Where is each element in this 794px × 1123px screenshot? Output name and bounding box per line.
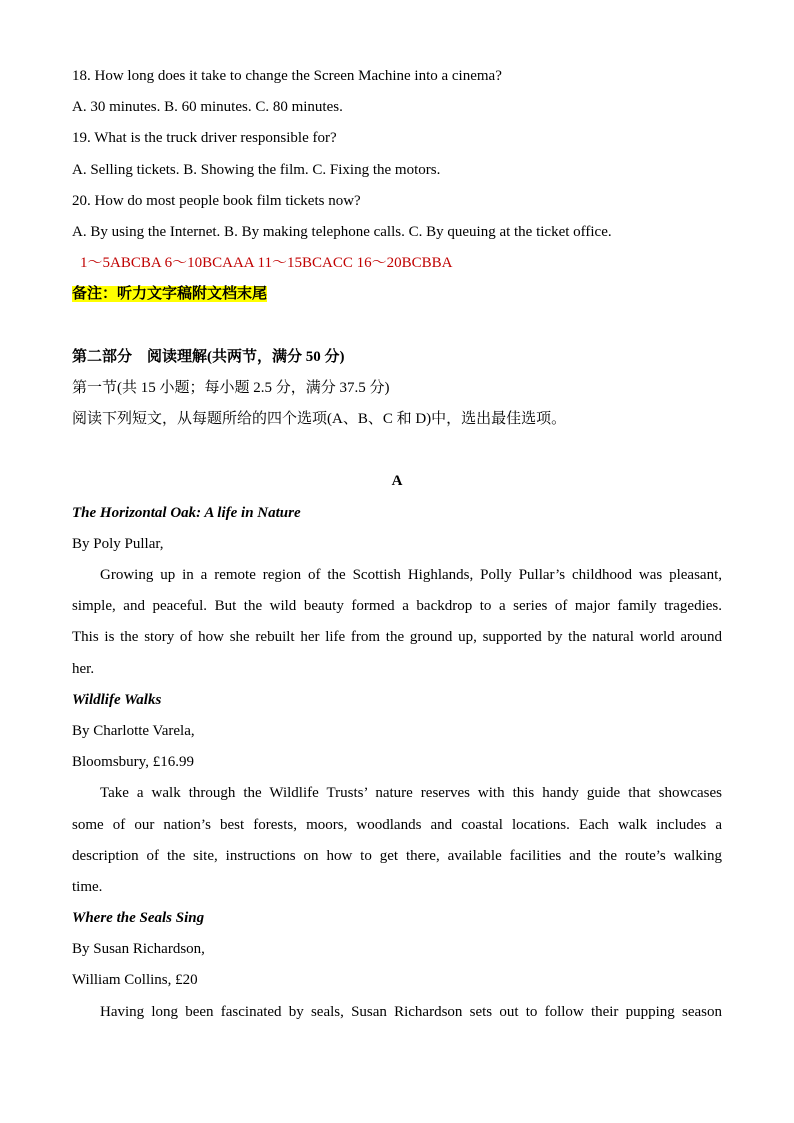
- question-18-stem: 18. How long does it take to change the Screen Machine into a cinema?: [72, 68, 502, 84]
- answer-key: 1～5ABCBA 6～10BCAAA 11～15BCACC 16～20BCBBA: [80, 255, 453, 272]
- question-18-options: A. 30 minutes. B. 60 minutes. C. 80 minutes.: [72, 99, 343, 116]
- exam-page: [72, 61, 722, 1028]
- reading-header: [72, 342, 722, 436]
- book-title: The Horizontal Oak: A life in Nature: [72, 504, 301, 521]
- book-description-line: Having long been fascinated by seals, Susan Richardson sets out to follow their pupping season: [100, 1003, 722, 1020]
- section-title: 第一节(共 15 小题；每小题 2.5 分，满分 37.5 分): [72, 379, 390, 396]
- book-description-line: description of the site, instructions on how to get there, available facilities and the route’s walking: [72, 847, 722, 864]
- instructions: 阅读下列短文，从每题所给的四个选项(A、B、C 和 D)中，选出最佳选项。: [72, 411, 567, 428]
- book-description-line: her.: [72, 660, 95, 677]
- book-description-line: time.: [72, 878, 103, 895]
- book-author: By Poly Pullar,: [72, 535, 164, 552]
- note-line: [72, 279, 722, 310]
- book-publisher-price: Bloomsbury, £16.99: [72, 754, 194, 771]
- book-publisher-price: William Collins, £20: [72, 972, 198, 989]
- book-author: By Susan Richardson,: [72, 941, 205, 958]
- blank-line: [72, 435, 722, 466]
- book-description-line: Take a walk through the Wildlife Trusts’ nature reserves with this handy guide that showcases: [100, 785, 722, 802]
- book-title: Wildlife Walks: [72, 691, 162, 708]
- listening-section: [72, 61, 722, 311]
- book-title: Where the Seals Sing: [72, 910, 205, 927]
- book-entry-wildlife-walks: [72, 685, 722, 903]
- book-entry-where-the-seals-sing: [72, 903, 722, 1028]
- passage-a: [72, 466, 722, 1027]
- blank-line: [72, 311, 722, 342]
- question-20-stem: 20. How do most people book film tickets now?: [72, 192, 361, 209]
- book-author: By Charlotte Varela,: [72, 722, 195, 739]
- highlighted-note: 备注：听力文字稿附文档末尾: [72, 286, 268, 303]
- book-description-line: This is the story of how she rebuilt her life from the ground up, supported by the natural world around: [72, 629, 722, 646]
- passage-label: A: [391, 473, 403, 490]
- question-20-options: A. By using the Internet. B. By making telephone calls. C. By queuing at the ticket office.: [72, 223, 612, 240]
- book-description-line: simple, and peaceful. But the wild beauty formed a backdrop to a series of major family tragedies.: [72, 598, 722, 615]
- book-entry-horizontal-oak: [72, 498, 722, 685]
- question-19-options: A. Selling tickets. B. Showing the film. C. Fixing the motors.: [72, 161, 441, 178]
- question-19-stem: 19. What is the truck driver responsible for?: [72, 130, 337, 147]
- book-description-line: Growing up in a remote region of the Scottish Highlands, Polly Pullar’s childhood was pleasant,: [100, 567, 722, 583]
- part-title: 第二部分 阅读理解(共两节，满分 50 分): [72, 348, 345, 365]
- book-description-line: some of our nation’s best forests, moors, woodlands and coastal locations. Each walk includes a: [72, 816, 722, 833]
